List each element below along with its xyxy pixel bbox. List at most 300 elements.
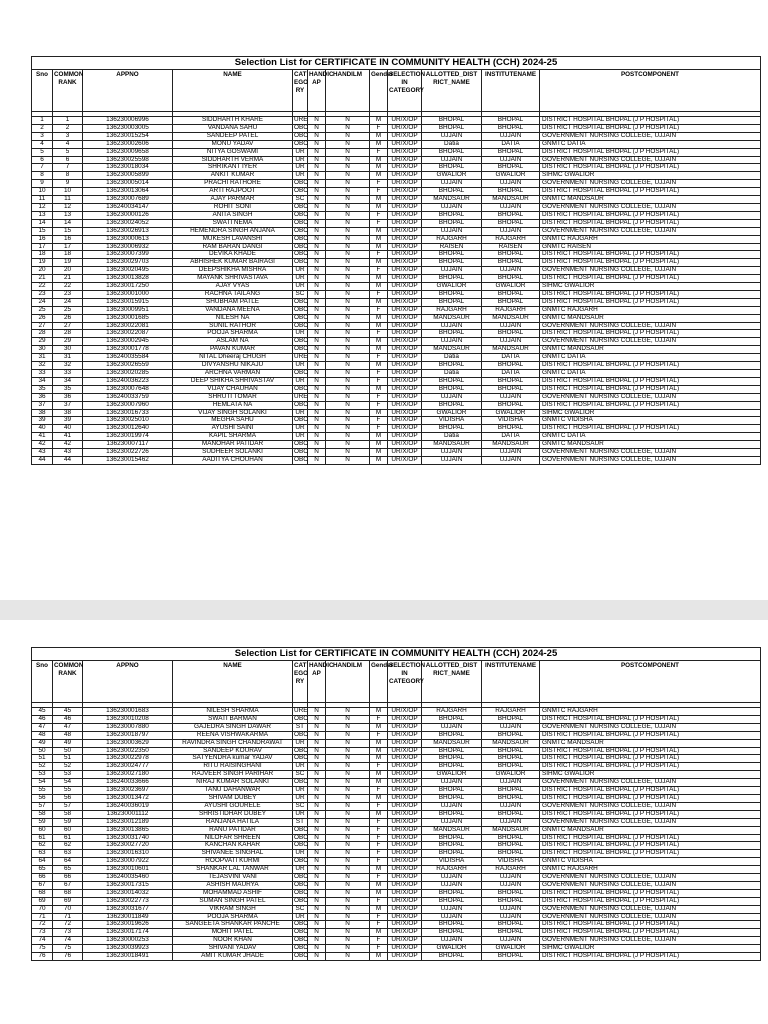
- cell-common-rank: 5: [53, 148, 83, 156]
- cell-name: ASLAM NA: [173, 338, 293, 346]
- cell-appno: 136230013865: [83, 826, 173, 834]
- cell-common-rank: 32: [53, 362, 83, 370]
- cell-selection-in-category: UR/X/OP: [388, 172, 422, 180]
- cell-common-rank: 28: [53, 330, 83, 338]
- cell-gender: F: [370, 945, 388, 953]
- cell-common-rank: 10: [53, 188, 83, 196]
- cell-handicap: N: [308, 251, 326, 259]
- cell-category: UR: [293, 810, 308, 818]
- cell-post-component: GOVERNMENT NURSING COLLEGE, UJJAIN: [540, 456, 761, 464]
- cell-post-component: DISTRICT HOSPITAL BHOPAL (J P HOSPITAL): [540, 425, 761, 433]
- cell-category: URE: [294, 707, 308, 714]
- cell-handicap: N: [308, 227, 326, 235]
- cell-gender: M: [370, 164, 388, 172]
- cell-common-rank: 39: [53, 417, 83, 425]
- cell-common-rank: 51: [53, 755, 83, 763]
- cell-selection-in-category: UR/X/OP: [388, 897, 422, 905]
- cell-allotted-district: RAISEN: [422, 243, 482, 251]
- cell-category: ST: [293, 818, 308, 826]
- cell-sno: 56: [32, 794, 53, 802]
- cell-post-component: GOVERNMENT NURSING COLLEGE, UJJAIN: [540, 338, 761, 346]
- cell-handilm: N: [326, 330, 370, 338]
- cell-gender: F: [370, 937, 388, 945]
- cell-gender: F: [370, 850, 388, 858]
- cell-handicap: N: [308, 715, 326, 723]
- cell-name: ARCHNA VARMAN: [173, 370, 293, 378]
- cell-gender: M: [370, 755, 388, 763]
- cell-institute-name: GWALIOR: [482, 283, 540, 291]
- cell-allotted-district: BHOPAL: [422, 929, 482, 937]
- cell-category: OBC: [294, 250, 308, 258]
- cell-selection-in-category: UR/X/OP: [388, 842, 422, 850]
- cell-name: AJAY VYAS: [173, 283, 293, 291]
- cell-institute-name: RAJGARH: [482, 708, 540, 716]
- cell-name: SATYENDRA kumar YADAV: [173, 755, 293, 763]
- cell-category: URE: [294, 392, 308, 400]
- cell-handicap: N: [308, 921, 326, 929]
- cell-appno: 136230001778: [83, 346, 173, 354]
- cell-name: MUKESH LAVANSHI: [173, 235, 293, 243]
- cell-handicap: N: [308, 124, 326, 132]
- cell-handilm: N: [326, 858, 370, 866]
- cell-handicap: N: [308, 298, 326, 306]
- cell-gender: M: [370, 346, 388, 354]
- cell-post-component: SIHMC GWALIOR: [540, 283, 761, 291]
- column-header-selection-in-category: SELECTION IN CATEGORY: [388, 70, 422, 112]
- cell-gender: M: [370, 203, 388, 211]
- cell-handilm: N: [326, 180, 370, 188]
- cell-gender: M: [370, 810, 388, 818]
- cell-common-rank: 24: [53, 298, 83, 306]
- cell-common-rank: 34: [53, 377, 83, 385]
- cell-post-component: GNMTC DATIA: [540, 354, 761, 362]
- cell-allotted-district: Datia: [422, 433, 482, 441]
- cell-post-component: DISTRICT HOSPITAL BHOPAL (J P HOSPITAL): [540, 377, 761, 385]
- cell-sno: 41: [32, 433, 53, 441]
- cell-sno: 29: [32, 338, 53, 346]
- cell-handilm: N: [326, 156, 370, 164]
- cell-sno: 51: [32, 755, 53, 763]
- cell-selection-in-category: UR/X/OP: [388, 211, 422, 219]
- cell-name: DEVIKA KHADE: [173, 251, 293, 259]
- cell-institute-name: UJJAIN: [482, 802, 540, 810]
- cell-common-rank: 27: [53, 322, 83, 330]
- cell-sno: 72: [32, 921, 53, 929]
- cell-allotted-district: UJJAIN: [422, 393, 482, 401]
- cell-post-component: SIHMC GWALIOR: [540, 771, 761, 779]
- cell-name: SHIVANI YADAV: [173, 945, 293, 953]
- cell-category: SC: [293, 802, 308, 810]
- cell-selection-in-category: UR/X/OP: [388, 905, 422, 913]
- column-header-selection-in-category: SELECTION IN CATEGORY: [388, 661, 422, 703]
- cell-post-component: DISTRICT HOSPITAL BHOPAL (J P HOSPITAL): [540, 259, 761, 267]
- cell-post-component: DISTRICT HOSPITAL BHOPAL (J P HOSPITAL): [540, 731, 761, 739]
- cell-selection-in-category: UR/X/OP: [388, 889, 422, 897]
- cell-institute-name: BHOPAL: [482, 362, 540, 370]
- cell-selection-in-category: UR/X/OP: [388, 858, 422, 866]
- cell-handicap: N: [308, 456, 326, 464]
- cell-sno: 1: [32, 117, 53, 125]
- cell-name: ARTI RAJPOOT: [173, 188, 293, 196]
- cell-institute-name: RAJGARH: [482, 866, 540, 874]
- cell-name: SHANKAR LAL TANWAR: [173, 866, 293, 874]
- cell-appno: 136230014032: [83, 889, 173, 897]
- cell-handilm: N: [326, 235, 370, 243]
- column-header-institute-name: INSTITUTENAME: [482, 661, 540, 703]
- cell-sno: 2: [32, 124, 53, 132]
- cell-common-rank: 44: [53, 456, 83, 464]
- cell-category: UR: [293, 275, 308, 283]
- cell-institute-name: MANDSAUR: [482, 826, 540, 834]
- cell-institute-name: BHOPAL: [482, 731, 540, 739]
- cell-appno: 136230022978: [83, 755, 173, 763]
- cell-selection-in-category: UR/X/OP: [388, 731, 422, 739]
- cell-appno: 136230018034: [83, 164, 173, 172]
- cell-appno: 136230005014: [83, 180, 173, 188]
- cell-category: UR: [293, 787, 308, 795]
- column-header-handilm: HANDILM: [326, 70, 370, 112]
- cell-name: SUNIL RATHOR: [173, 322, 293, 330]
- table-row: [32, 905, 761, 913]
- cell-institute-name: GWALIOR: [482, 771, 540, 779]
- cell-common-rank: 13: [53, 211, 83, 219]
- cell-appno: 136230026559: [83, 362, 173, 370]
- cell-handilm: N: [326, 929, 370, 937]
- cell-category: OBC: [294, 139, 308, 147]
- table-row: [32, 810, 761, 818]
- cell-handilm: N: [326, 433, 370, 441]
- cell-appno: 136240036223: [83, 377, 173, 385]
- cell-handicap: N: [308, 834, 326, 842]
- cell-selection-in-category: UR/X/OP: [388, 921, 422, 929]
- cell-appno: 136230001112: [83, 810, 173, 818]
- cell-post-component: GNMTC MANDSAUR: [540, 739, 761, 747]
- cell-sno: 73: [32, 929, 53, 937]
- cell-common-rank: 1: [53, 117, 83, 125]
- cell-post-component: DISTRICT HOSPITAL BHOPAL (J P HOSPITAL): [540, 810, 761, 818]
- cell-allotted-district: BHOPAL: [422, 259, 482, 267]
- cell-handilm: N: [326, 787, 370, 795]
- cell-post-component: GNMTC DATIA: [540, 140, 761, 148]
- cell-name: RACHNA TAILANG: [173, 290, 293, 298]
- cell-appno: 136230027720: [83, 842, 173, 850]
- cell-category: SC: [293, 196, 308, 204]
- cell-institute-name: UJJAIN: [482, 132, 540, 140]
- cell-appno: 136230010208: [83, 715, 173, 723]
- cell-selection-in-category: UR/X/OP: [388, 417, 422, 425]
- cell-category: OBC: [294, 778, 308, 786]
- list-title: Selection List for CERTIFICATE IN COMMUNITY HEALTH (CCH) 2024-25: [32, 57, 761, 70]
- cell-institute-name: MANDSAUR: [482, 346, 540, 354]
- cell-name: ANKIT KUMAR: [173, 172, 293, 180]
- cell-institute-name: UJJAIN: [482, 227, 540, 235]
- cell-selection-in-category: UR/X/OP: [388, 275, 422, 283]
- cell-selection-in-category: UR/X/OP: [388, 810, 422, 818]
- cell-gender: F: [370, 354, 388, 362]
- cell-handicap: N: [308, 425, 326, 433]
- cell-common-rank: 38: [53, 409, 83, 417]
- cell-category: OBC: [294, 888, 308, 896]
- cell-gender: F: [370, 180, 388, 188]
- cell-gender: M: [370, 708, 388, 716]
- cell-handilm: N: [326, 921, 370, 929]
- cell-category: OBC: [294, 345, 308, 353]
- cell-post-component: DISTRICT HOSPITAL BHOPAL (J P HOSPITAL): [540, 298, 761, 306]
- cell-post-component: GOVERNMENT NURSING COLLEGE, UJJAIN: [540, 203, 761, 211]
- cell-common-rank: 9: [53, 180, 83, 188]
- cell-allotted-district: UJJAIN: [422, 322, 482, 330]
- cell-allotted-district: UJJAIN: [422, 227, 482, 235]
- cell-sno: 13: [32, 211, 53, 219]
- cell-name: VANDANA SAHU: [173, 124, 293, 132]
- page-gap: [0, 600, 768, 620]
- cell-sno: 63: [32, 850, 53, 858]
- cell-selection-in-category: UR/X/OP: [388, 148, 422, 156]
- cell-post-component: DISTRICT HOSPITAL BHOPAL (J P HOSPITAL): [540, 211, 761, 219]
- cell-category: OBC: [294, 305, 308, 313]
- cell-name: NITYA GOSWAMI: [173, 148, 293, 156]
- cell-sno: 36: [32, 393, 53, 401]
- cell-selection-in-category: UR/X/OP: [388, 180, 422, 188]
- cell-allotted-district: BHOPAL: [422, 715, 482, 723]
- cell-post-component: DISTRICT HOSPITAL BHOPAL (J P HOSPITAL): [540, 164, 761, 172]
- cell-category: OBC: [294, 218, 308, 226]
- cell-common-rank: 74: [53, 937, 83, 945]
- cell-institute-name: UJJAIN: [482, 905, 540, 913]
- cell-institute-name: BHOPAL: [482, 834, 540, 842]
- cell-common-rank: 37: [53, 401, 83, 409]
- cell-appno: 136230017315: [83, 881, 173, 889]
- cell-category: OBC: [294, 730, 308, 738]
- cell-name: SANDEEP KOURAV: [173, 747, 293, 755]
- cell-appno: 136230006996: [83, 117, 173, 125]
- cell-handilm: N: [326, 227, 370, 235]
- cell-post-component: DISTRICT HOSPITAL BHOPAL (J P HOSPITAL): [540, 850, 761, 858]
- cell-gender: F: [370, 148, 388, 156]
- cell-institute-name: BHOPAL: [482, 810, 540, 818]
- cell-common-rank: 59: [53, 818, 83, 826]
- cell-common-rank: 56: [53, 794, 83, 802]
- cell-appno: 136230012189: [83, 818, 173, 826]
- cell-name: SWATI NEMA: [173, 219, 293, 227]
- cell-category: SC: [293, 290, 308, 298]
- cell-sno: 74: [32, 937, 53, 945]
- cell-allotted-district: BHOPAL: [422, 275, 482, 283]
- cell-gender: F: [370, 267, 388, 275]
- cell-institute-name: BHOPAL: [482, 425, 540, 433]
- cell-name: SUDHEER SOLANKI: [173, 449, 293, 457]
- cell-name: TEJASVINI VANI: [173, 874, 293, 882]
- cell-category: OBC: [294, 131, 308, 139]
- cell-handicap: N: [308, 850, 326, 858]
- cell-name: VIJAY CHAUHAN: [173, 385, 293, 393]
- cell-name: SWATI BARMAN: [173, 715, 293, 723]
- list-title: Selection List for CERTIFICATE IN COMMUNITY HEALTH (CCH) 2024-25: [32, 648, 761, 661]
- cell-gender: M: [370, 409, 388, 417]
- cell-post-component: GOVERNMENT NURSING COLLEGE, UJJAIN: [540, 802, 761, 810]
- cell-allotted-district: RAJGARH: [422, 708, 482, 716]
- cell-selection-in-category: UR/X/OP: [388, 747, 422, 755]
- cell-gender: M: [370, 140, 388, 148]
- cell-handilm: N: [326, 251, 370, 259]
- cell-sno: 27: [32, 322, 53, 330]
- cell-institute-name: UJJAIN: [482, 456, 540, 464]
- cell-name: SHRIKANT IYER: [173, 164, 293, 172]
- cell-post-component: GOVERNMENT NURSING COLLEGE, UJJAIN: [540, 818, 761, 826]
- cell-name: AYUSHI SAINI: [173, 425, 293, 433]
- cell-name: VANDANA MEENA: [173, 306, 293, 314]
- cell-institute-name: VIDISHA: [482, 858, 540, 866]
- cell-common-rank: 69: [53, 897, 83, 905]
- cell-category: URE: [294, 116, 308, 123]
- cell-common-rank: 3: [53, 132, 83, 140]
- cell-appno: 136230000253: [83, 937, 173, 945]
- cell-handilm: N: [326, 905, 370, 913]
- cell-allotted-district: UJJAIN: [422, 881, 482, 889]
- cell-name: SIDDHARTH VERMA: [173, 156, 293, 164]
- cell-allotted-district: BHOPAL: [422, 953, 482, 961]
- cell-selection-in-category: UR/X/OP: [388, 267, 422, 275]
- cell-allotted-district: BHOPAL: [422, 188, 482, 196]
- cell-selection-in-category: UR/X/OP: [388, 779, 422, 787]
- cell-institute-name: UJJAIN: [482, 818, 540, 826]
- cell-handicap: N: [308, 203, 326, 211]
- cell-selection-in-category: UR/X/OP: [388, 117, 422, 125]
- cell-category: UR: [293, 156, 308, 164]
- cell-gender: F: [370, 124, 388, 132]
- cell-selection-in-category: UR/X/OP: [388, 164, 422, 172]
- cell-gender: F: [370, 211, 388, 219]
- table-body: [32, 703, 761, 961]
- cell-gender: F: [370, 715, 388, 723]
- cell-sno: 28: [32, 330, 53, 338]
- cell-handilm: N: [326, 172, 370, 180]
- cell-common-rank: 40: [53, 425, 83, 433]
- cell-handilm: N: [326, 866, 370, 874]
- cell-name: DEEP SHIKHA SHRIVASTAV: [173, 377, 293, 385]
- cell-handilm: N: [326, 449, 370, 457]
- cell-handicap: N: [308, 393, 326, 401]
- cell-common-rank: 54: [53, 779, 83, 787]
- cell-appno: 136230009658: [83, 148, 173, 156]
- cell-post-component: DISTRICT HOSPITAL BHOPAL (J P HOSPITAL): [540, 755, 761, 763]
- table-row: [32, 953, 761, 961]
- cell-sno: 69: [32, 897, 53, 905]
- cell-category: OBC: [294, 896, 308, 904]
- cell-post-component: GNMTC DATIA: [540, 433, 761, 441]
- cell-post-component: DISTRICT HOSPITAL BHOPAL (J P HOSPITAL): [540, 330, 761, 338]
- cell-handilm: N: [326, 346, 370, 354]
- cell-appno: 136230000613: [83, 235, 173, 243]
- cell-category: OBC: [294, 928, 308, 936]
- cell-name: NOOR KHAN: [173, 937, 293, 945]
- cell-category: OBC: [294, 416, 308, 424]
- cell-selection-in-category: UR/X/OP: [388, 401, 422, 409]
- cell-selection-in-category: UR/X/OP: [388, 456, 422, 464]
- cell-sno: 7: [32, 164, 53, 172]
- cell-institute-name: BHOPAL: [482, 211, 540, 219]
- cell-sno: 19: [32, 259, 53, 267]
- cell-post-component: GNMTC RAJGARH: [540, 708, 761, 716]
- cell-common-rank: 76: [53, 953, 83, 961]
- table-row: [32, 456, 761, 464]
- table-row: [32, 219, 761, 227]
- column-header-allotted-district: ALLOTTED_DIST RICT_NAME: [422, 70, 482, 112]
- cell-post-component: DISTRICT HOSPITAL BHOPAL (J P HOSPITAL): [540, 275, 761, 283]
- column-header-common-rank: COMMON RANK: [53, 661, 83, 703]
- cell-allotted-district: BHOPAL: [422, 385, 482, 393]
- cell-appno: 136230001000: [83, 290, 173, 298]
- cell-institute-name: BHOPAL: [482, 953, 540, 961]
- cell-allotted-district: UJJAIN: [422, 132, 482, 140]
- column-header-sno: Sno: [32, 661, 53, 703]
- cell-category: UR: [293, 377, 308, 385]
- cell-common-rank: 65: [53, 866, 83, 874]
- cell-name: RITU RAISINGHANI: [173, 763, 293, 771]
- cell-institute-name: BHOPAL: [482, 755, 540, 763]
- cell-appno: 136230016733: [83, 409, 173, 417]
- cell-selection-in-category: UR/X/OP: [388, 196, 422, 204]
- cell-allotted-district: UJJAIN: [422, 802, 482, 810]
- cell-sno: 37: [32, 401, 53, 409]
- cell-institute-name: UJJAIN: [482, 913, 540, 921]
- cell-name: AADITYA CHOUHAN: [173, 456, 293, 464]
- cell-gender: F: [370, 731, 388, 739]
- cell-handilm: N: [326, 794, 370, 802]
- cell-allotted-district: UJJAIN: [422, 913, 482, 921]
- cell-institute-name: UJJAIN: [482, 203, 540, 211]
- cell-handilm: N: [326, 771, 370, 779]
- cell-gender: F: [370, 306, 388, 314]
- table-row: [32, 401, 761, 409]
- cell-institute-name: BHOPAL: [482, 889, 540, 897]
- cell-gender: M: [370, 881, 388, 889]
- cell-selection-in-category: UR/X/OP: [388, 156, 422, 164]
- cell-handicap: N: [308, 818, 326, 826]
- cell-selection-in-category: UR/X/OP: [388, 314, 422, 322]
- cell-sno: 35: [32, 385, 53, 393]
- cell-institute-name: BHOPAL: [482, 715, 540, 723]
- cell-name: ROHIT SONI: [173, 203, 293, 211]
- cell-name: RAM BARAN DANGI: [173, 243, 293, 251]
- cell-handicap: N: [308, 417, 326, 425]
- cell-institute-name: BHOPAL: [482, 148, 540, 156]
- cell-name: TANU DAHANWAR: [173, 787, 293, 795]
- cell-name: MONU YADAV: [173, 140, 293, 148]
- cell-common-rank: 6: [53, 156, 83, 164]
- cell-institute-name: UJJAIN: [482, 322, 540, 330]
- cell-allotted-district: BHOPAL: [422, 219, 482, 227]
- cell-category: UR: [293, 267, 308, 275]
- cell-allotted-district: BHOPAL: [422, 211, 482, 219]
- cell-handicap: N: [308, 747, 326, 755]
- cell-handilm: N: [326, 338, 370, 346]
- cell-post-component: GNMTC DATIA: [540, 370, 761, 378]
- cell-selection-in-category: UR/X/OP: [388, 818, 422, 826]
- cell-appno: 136240036019: [83, 802, 173, 810]
- cell-institute-name: UJJAIN: [482, 723, 540, 731]
- cell-common-rank: 45: [53, 708, 83, 716]
- cell-handicap: N: [308, 314, 326, 322]
- cell-sno: 26: [32, 314, 53, 322]
- cell-handilm: N: [326, 842, 370, 850]
- cell-appno: 136230020285: [83, 370, 173, 378]
- cell-institute-name: MANDSAUR: [482, 441, 540, 449]
- cell-post-component: GOVERNMENT NURSING COLLEGE, UJJAIN: [540, 905, 761, 913]
- cell-handicap: N: [308, 826, 326, 834]
- cell-selection-in-category: UR/X/OP: [388, 243, 422, 251]
- cell-category: OBC: [294, 448, 308, 456]
